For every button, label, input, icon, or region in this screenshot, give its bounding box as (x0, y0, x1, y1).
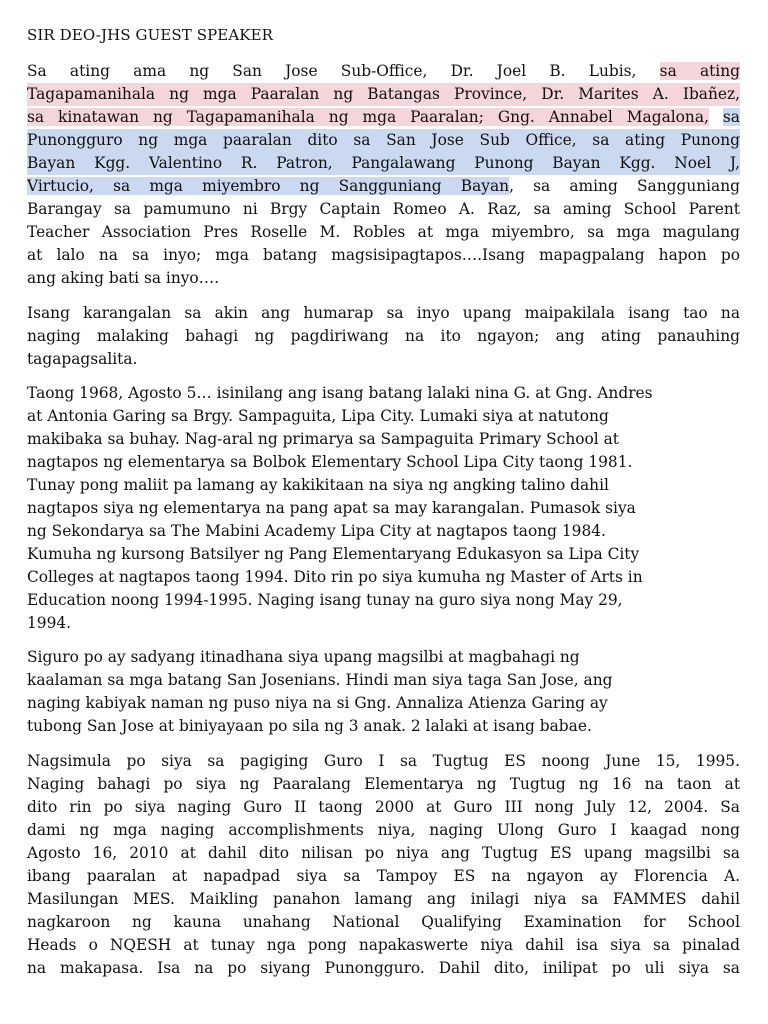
text-line: Education noong 1994-1995. Naging isang tunay na guro siya nong May 29, (27, 591, 623, 609)
text-line: Barangay sa pamumuno ni Brgy Captain Romeo A. Raz, sa aming School Parent (27, 200, 740, 218)
text-line: dami ng mga naging accomplishments niya, naging Ulong Guro I kaagad nong (27, 821, 740, 839)
text-line: Isang karangalan sa akin ang humarap sa inyo upang maipakilala isang tao na (27, 304, 740, 322)
text-line: Kumuha ng kursong Batsilyer ng Pang Elementaryang Edukasyon sa Lipa City (27, 545, 640, 563)
highlight-blue: sa (722, 108, 740, 126)
text-line: ng Sekondarya sa The Mabini Academy Lipa City at nagtapos taong 1984. (27, 522, 606, 540)
paragraph-biography (27, 382, 740, 635)
paragraph-introduction (27, 302, 740, 371)
text-line: ang aking bati sa inyo…. (27, 269, 219, 287)
paragraph-greetings (27, 60, 740, 290)
highlight-pink: sa ating (659, 62, 740, 80)
text-segment: Sa ating ama ng San Jose Sub-Office, Dr. Joel B. Lubis, (27, 62, 637, 80)
text-line: at Antonia Garing sa Brgy. Sampaguita, Lipa City. Lumaki siya at natutong (27, 407, 609, 425)
text-line: tubong San Jose at biniyayaan po sila ng 3 anak. 2 lalaki at isang babae. (27, 717, 592, 735)
highlight-blue-line: Punongguro ng mga paaralan dito sa San Jose Sub Office, sa ating Punong (27, 129, 740, 152)
text-line: nagtapos siya ng elementarya na pang apat sa may karangalan. Pumasok siya (27, 499, 636, 517)
text-segment: , sa aming Sangguniang (509, 177, 741, 195)
highlight-blue-line: Bayan Kgg. Valentino R. Patron, Pangalawang Punong Bayan Kgg. Noel J, (27, 152, 740, 175)
text-line: Tunay pong maliit pa lamang ay kakikitaan na siya ng angking talino dahil (27, 476, 609, 494)
text-line: Siguro po ay sadyang itinadhana siya upang magsilbi at magbahagi ng (27, 648, 580, 666)
highlight-pink: sa kinatawan ng Tagapamanihala ng mga Paaralan; Gng. Annabel Magalona, (27, 108, 709, 126)
text-line: naging malaking bahagi ng pagdiriwang na ito ngayon; ang ating panauhing (27, 327, 740, 345)
text-line: na makapasa. Isa na po siyang Punongguro. Dahil dito, inilipat po uli siya sa (27, 959, 740, 977)
text-line (27, 106, 740, 129)
text-line: Heads o NQESH at tunay nga pong napakaswerte niya dahil isa siya sa pinalad (27, 936, 740, 954)
text-line: nagtapos ng elementarya sa Bolbok Elementary School Lipa City taong 1981. (27, 453, 633, 471)
text-line: dito rin po siya naging Guro II taong 2000 at Guro III nong July 12, 2004. Sa (27, 798, 740, 816)
paragraph-family (27, 646, 740, 738)
paragraph-career (27, 750, 740, 980)
text-line (27, 175, 740, 198)
text-line: Colleges at nagtapos taong 1994. Dito rin po siya kumuha ng Master of Arts in (27, 568, 643, 586)
text-line: nagkaroon ng kauna unahang National Qualifying Examination for School (27, 913, 740, 931)
text-line: kaalaman sa mga batang San Josenians. Hindi man siya taga San Jose, ang (27, 671, 613, 689)
text-line: makibaka sa buhay. Nag-aral ng primarya sa Sampaguita Primary School at (27, 430, 619, 448)
document-title: SIR DEO-JHS GUEST SPEAKER (27, 26, 274, 44)
highlight-blue: Virtucio, sa mga miyembro ng Sangguniang Bayan (27, 177, 510, 195)
text-line: tagapagsalita. (27, 350, 138, 368)
text-line: Naging bahagi po siya ng Paaralang Elementarya ng Tugtug ng 16 na taon at (27, 775, 740, 793)
text-line: Taong 1968, Agosto 5… isinilang ang isang batang lalaki nina G. at Gng. Andres (27, 384, 653, 402)
text-line: ibang paaralan at napadpad siya sa Tampoy ES na ngayon ay Florencia A. (27, 867, 740, 885)
text-line: at lalo na sa inyo; mga batang magsisipagtapos….Isang mapagpalang hapon po (27, 246, 740, 264)
text-line: Teacher Association Pres Roselle M. Robles at mga miyembro, sa mga magulang (27, 223, 740, 241)
text-line: 1994. (27, 614, 72, 632)
text-line (27, 60, 740, 83)
highlight-pink-line: Tagapamanihala ng mga Paaralan ng Batangas Province, Dr. Marites A. Ibañez, (27, 83, 740, 106)
text-line: naging kabiyak naman ng puso niya na si Gng. Annaliza Atienza Garing ay (27, 694, 608, 712)
text-line: Agosto 16, 2010 at dahil dito nilisan po niya ang Tugtug ES upang magsilbi sa (27, 844, 740, 862)
text-line: Masilungan MES. Maikling panahon lamang ang inilagi niya sa FAMMES dahil (27, 890, 740, 908)
text-line: Nagsimula po siya sa pagiging Guro I sa Tugtug ES noong June 15, 1995. (27, 752, 740, 770)
